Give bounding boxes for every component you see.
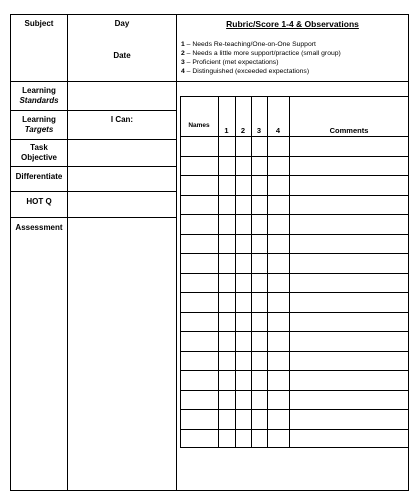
task-objective-label: Task Objective [20, 143, 57, 162]
day-label: Day [114, 19, 130, 28]
grid-row-divider [180, 195, 409, 196]
divider-row-3 [10, 166, 176, 167]
divider-row-1 [10, 110, 176, 111]
divider-row-2 [10, 139, 176, 140]
names-header: Names [188, 122, 210, 129]
differentiate-label: Differentiate [15, 172, 63, 181]
date-label: Date [113, 51, 131, 60]
score-header-2: 2 [240, 126, 246, 135]
grid-row-divider [180, 370, 409, 371]
learning-standards-label: Learning Standards [19, 86, 59, 105]
grid-row-divider [180, 351, 409, 352]
subject-label: Subject [24, 19, 54, 28]
rubric-item-3: 3 – Proficient (met expectations) [181, 59, 279, 66]
i-can-label: I Can: [110, 115, 134, 124]
hot-q-label: HOT Q [26, 197, 52, 206]
rubric-title: Rubric/Score 1-4 & Observations [226, 19, 359, 29]
grid-row-divider [180, 292, 409, 293]
grid-row-divider [180, 214, 409, 215]
grid-row-divider [180, 312, 409, 313]
rubric-item-2: 2 – Needs a little more support/practice (small group) [181, 50, 341, 57]
grid-row-divider [180, 429, 409, 430]
score-header-3: 3 [256, 126, 262, 135]
divider-row-5 [10, 217, 176, 218]
grid-row-divider [180, 156, 409, 157]
grid-row-divider [180, 234, 409, 235]
grid-row-divider [180, 273, 409, 274]
rubric-item-1: 1 – Needs Re-teaching/One-on-One Support [181, 41, 316, 48]
grid-row-divider [180, 409, 409, 410]
grid-row-divider [180, 253, 409, 254]
divider-row-4 [10, 191, 176, 192]
score-header-4: 4 [275, 126, 281, 135]
grid-row-divider [180, 331, 409, 332]
divider-mid-col [176, 14, 177, 491]
score-header-1: 1 [224, 126, 229, 135]
assessment-label: Assessment [15, 223, 63, 232]
rubric-item-4: 4 – Distinguished (exceeded expectations) [181, 68, 310, 75]
grid-row-divider [180, 390, 409, 391]
grid-row-divider [180, 136, 409, 137]
learning-targets-label: Learning Targets [22, 115, 56, 134]
comments-header: Comments [329, 126, 369, 135]
grid-row-divider [180, 175, 409, 176]
divider-header [10, 81, 409, 82]
